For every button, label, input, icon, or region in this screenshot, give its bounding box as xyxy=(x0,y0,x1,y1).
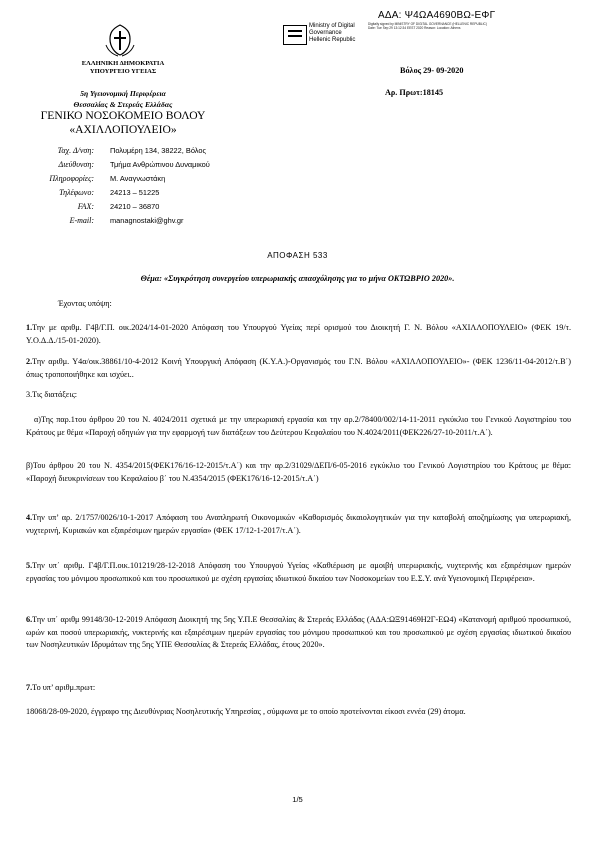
paragraph-4 xyxy=(26,512,571,537)
subject-line: Θέμα: «Συγκρότηση συνεργείου υπερωριακής απασχόλησης για το μήνα ΟΚΤΩΒΡΙΟ 2020». xyxy=(140,274,455,283)
paragraph-number: 6. xyxy=(26,615,33,624)
digital-signature-text: Digitally signed by MINISTRY OF DIGITAL GOVERNANCE (HELLENIC REPUBLIC) Date: Tue Sep 29 13:12:34 EEST 2020 Reason: Location: Athens xyxy=(368,22,487,31)
contact-row xyxy=(40,172,210,186)
health-region xyxy=(40,88,206,110)
paragraph-text: Τις διατάξεις: xyxy=(32,390,78,399)
greek-emblem-icon xyxy=(104,23,136,57)
paragraph-text: Το υπ’ αριθμ.πρωτ: xyxy=(32,683,96,692)
paragraph-text: Την με αριθμ. Γ4β/Γ.Π. οικ.2024/14-01-2020 Απόφαση του Υπουργού Υγείας περί ορισμού του Διοικητή Γ. Ν. Βόλου «ΑΧΙΛΛΟΠΟΥΛΕΙΟ» (ΦΕΚ 19/τ. Υ.Ο.Δ.Δ./15-01-2020). xyxy=(26,323,571,345)
contact-value: Πολυμέρη 134, 38222, Βόλος xyxy=(110,146,207,155)
paragraph-6 xyxy=(26,614,571,652)
ministry-line: Governance xyxy=(309,30,342,36)
intro-text: Έχοντας υπόψη: xyxy=(58,299,112,308)
contact-block xyxy=(40,144,210,228)
paragraph-number: 1. xyxy=(26,323,33,332)
contact-value: Μ. Αναγνωστάκη xyxy=(110,174,166,183)
contact-value: Τμήμα Ανθρώπινου Δυναμικού xyxy=(110,160,210,169)
contact-label: E-mail: xyxy=(69,216,94,225)
contact-value: 24213 – 51225 xyxy=(110,188,160,197)
contact-email-value: managnostaki@ghv.gr xyxy=(110,216,184,225)
paragraph-text: Την υπ’ αρ. 2/1757/0026/10-1-2017 Απόφαση του Αναπληρωτή Οικονομικών «Καθορισμός δικαιολογητικών για την καταβολή αποζημίωσης για υπερωριακή, νυχτερινή, Κυριακών και εξαιρέσιμων ημερών εργασία» (ΦΕΚ 17/12-1-2017/τ.Α΄). xyxy=(26,513,571,535)
hospital-line: ΓΕΝΙΚΟ ΝΟΣΟΚΟΜΕΙΟ ΒΟΛΟΥ xyxy=(40,109,206,122)
paragraph-7 xyxy=(26,682,571,695)
paragraph-3 xyxy=(26,389,571,402)
paragraph-text: 18068/28-09-2020, έγγραφο της Διευθύνριας Νοσηλευτικής Υπηρεσίας , σύμφωνα με το οποίο προτείνονται είκοσι εννέα (29) άτομα. xyxy=(26,707,466,716)
paragraph-2 xyxy=(26,356,571,381)
contact-label: Πληροφορίες: xyxy=(49,174,94,183)
paragraph-text: β)Του άρθρου 20 του Ν. 4354/2015(ΦΕΚ176/16-12-2015/τ.Α΄) και την αρ.2/31029/ΔΕΠ/6-05-2016 εγκύκλιο του Γενικού Λογιστηρίου του Κράτους με θέμα: «Παροχή διευκρινίσεων του Κεφαλαίου β΄ του Ν.4354/2015 (ΦΕΚ176/16-12-2015/τ.Α΄) xyxy=(26,461,571,483)
contact-value: 24210 – 36870 xyxy=(110,202,160,211)
contact-label: Ταχ. Δ/νση: xyxy=(57,146,94,155)
contact-label: Τηλέφωνο: xyxy=(59,188,94,197)
paragraph-text: α)Της παρ.1του άρθρου 20 του Ν. 4024/2011 σχετικά με την υπερωριακή εργασία και την αρ.2/78400/002/14-11-2011 εγκύκλιο του Γενικού Λογιστηρίου του Κράτους με θέμα «Παροχή οδηγιών για την εφαρμογή των διατάξεων του Δεύτερου Κεφαλαίου του Ν.4024/2011(ΦΕΚ226/27-10-2011/τ.Α΄). xyxy=(26,415,571,437)
contact-row xyxy=(40,158,210,172)
digital-governance-logo-icon xyxy=(283,25,307,45)
paragraph-3b xyxy=(26,460,571,485)
hospital-name xyxy=(40,109,206,137)
organization-heading xyxy=(40,60,206,76)
hospital-line: «ΑΧΙΛΛΟΠΟΥΛΕΙΟ» xyxy=(69,123,177,136)
ministry-line: Hellenic Republic xyxy=(309,37,356,43)
decision-title: ΑΠΟΦΑΣΗ 533 xyxy=(267,251,328,260)
paragraph-text: Την αριθμ. Υ4α/οικ.38861/10-4-2012 Κοινή Υπουργική Απόφαση (Κ.Υ.Α.)-Οργανισμός του Γ.Ν. Βόλου «ΑΧΙΛΛΟΠΟΥΛΕΙΟ»- (ΦΕΚ 1236/11-04-2012/τ.Β΄) όπως τροποποιήθηκε και ισχύει.. xyxy=(26,357,571,379)
region-line: 5η Υγειονομική Περιφέρεια xyxy=(80,89,166,98)
document-date: Βόλος 29- 09-2020 xyxy=(400,66,464,75)
paragraph-3a xyxy=(26,414,571,439)
paragraph-number: 3. xyxy=(26,390,33,399)
contact-row xyxy=(40,200,210,214)
region-line: Θεσσαλίας & Στερεάς Ελλάδας xyxy=(73,100,173,109)
paragraph-number: 7. xyxy=(26,683,33,692)
contact-row xyxy=(40,186,210,200)
org-line: ΕΛΛΗΝΙΚΗ ΔΗΜΟΚΡΑΤΙΑ xyxy=(81,60,165,67)
contact-label: Διεύθυνση: xyxy=(58,160,94,169)
paragraph-text: Την υπ΄ αριθμ 99148/30-12-2019 Απόφαση Διοικητή της 5ης Υ.Π.Ε Θεσσαλίας & Στερεάς Ελλάδας (ΑΔΑ:ΩΞ91469Η2Γ-ΕΩ4) «Κατανομή αριθμού προσωπικού, ωρών και ποσού υπερωριακής, νυκτερινής και εξαιρέσιμων ημερών εργασίας του μόνιμου προσωπικού και του προσωπικού με σχέση εργασίας ιδιωτικού δικαίου των Νοσηλευτικών Ιδρυμάτων της 5ης ΥΠΕ Θεσσαλίας & Στερεάς Ελλάδας, έτους 2020». xyxy=(26,615,571,650)
paragraph-number: 5. xyxy=(26,561,33,570)
paragraph-1 xyxy=(26,322,571,347)
contact-label: FAX: xyxy=(77,202,94,211)
paragraph-number: 2. xyxy=(26,357,33,366)
contact-row xyxy=(40,214,210,228)
page-number: 1/5 xyxy=(292,795,303,804)
org-line: ΥΠΟΥΡΓΕΙΟ ΥΓΕΙΑΣ xyxy=(89,68,157,75)
ministry-line: Ministry of Digital xyxy=(309,23,355,29)
paragraph-text: Την υπ΄ αριθμ. Γ4β/Γ.Π.οικ.101219/28-12-2018 Απόφαση του Υπουργού Υγείας «Καθιέρωση με αμοιβή υπερωριακής, νυχτερινής και εξαιρέσιμων ημερών εργασίας του μόνιμου προσωπικού και του προσωπικού με σχέση εργασίας ιδιωτικού δικαίου των Νοσοκομείων του Ε.Σ.Υ. ανά Υγειονομική Περιφέρεια». xyxy=(26,561,571,583)
protocol-number: Αρ. Πρωτ:18145 xyxy=(385,88,444,97)
contact-row xyxy=(40,144,210,158)
paragraph-7-detail xyxy=(26,706,571,719)
paragraph-number: 4. xyxy=(26,513,33,522)
ministry-signature-label xyxy=(309,23,355,44)
paragraph-5 xyxy=(26,560,571,585)
ada-code: ΑΔΑ: Ψ4ΩΑ4690ΒΩ-ΕΦΓ xyxy=(378,10,496,21)
